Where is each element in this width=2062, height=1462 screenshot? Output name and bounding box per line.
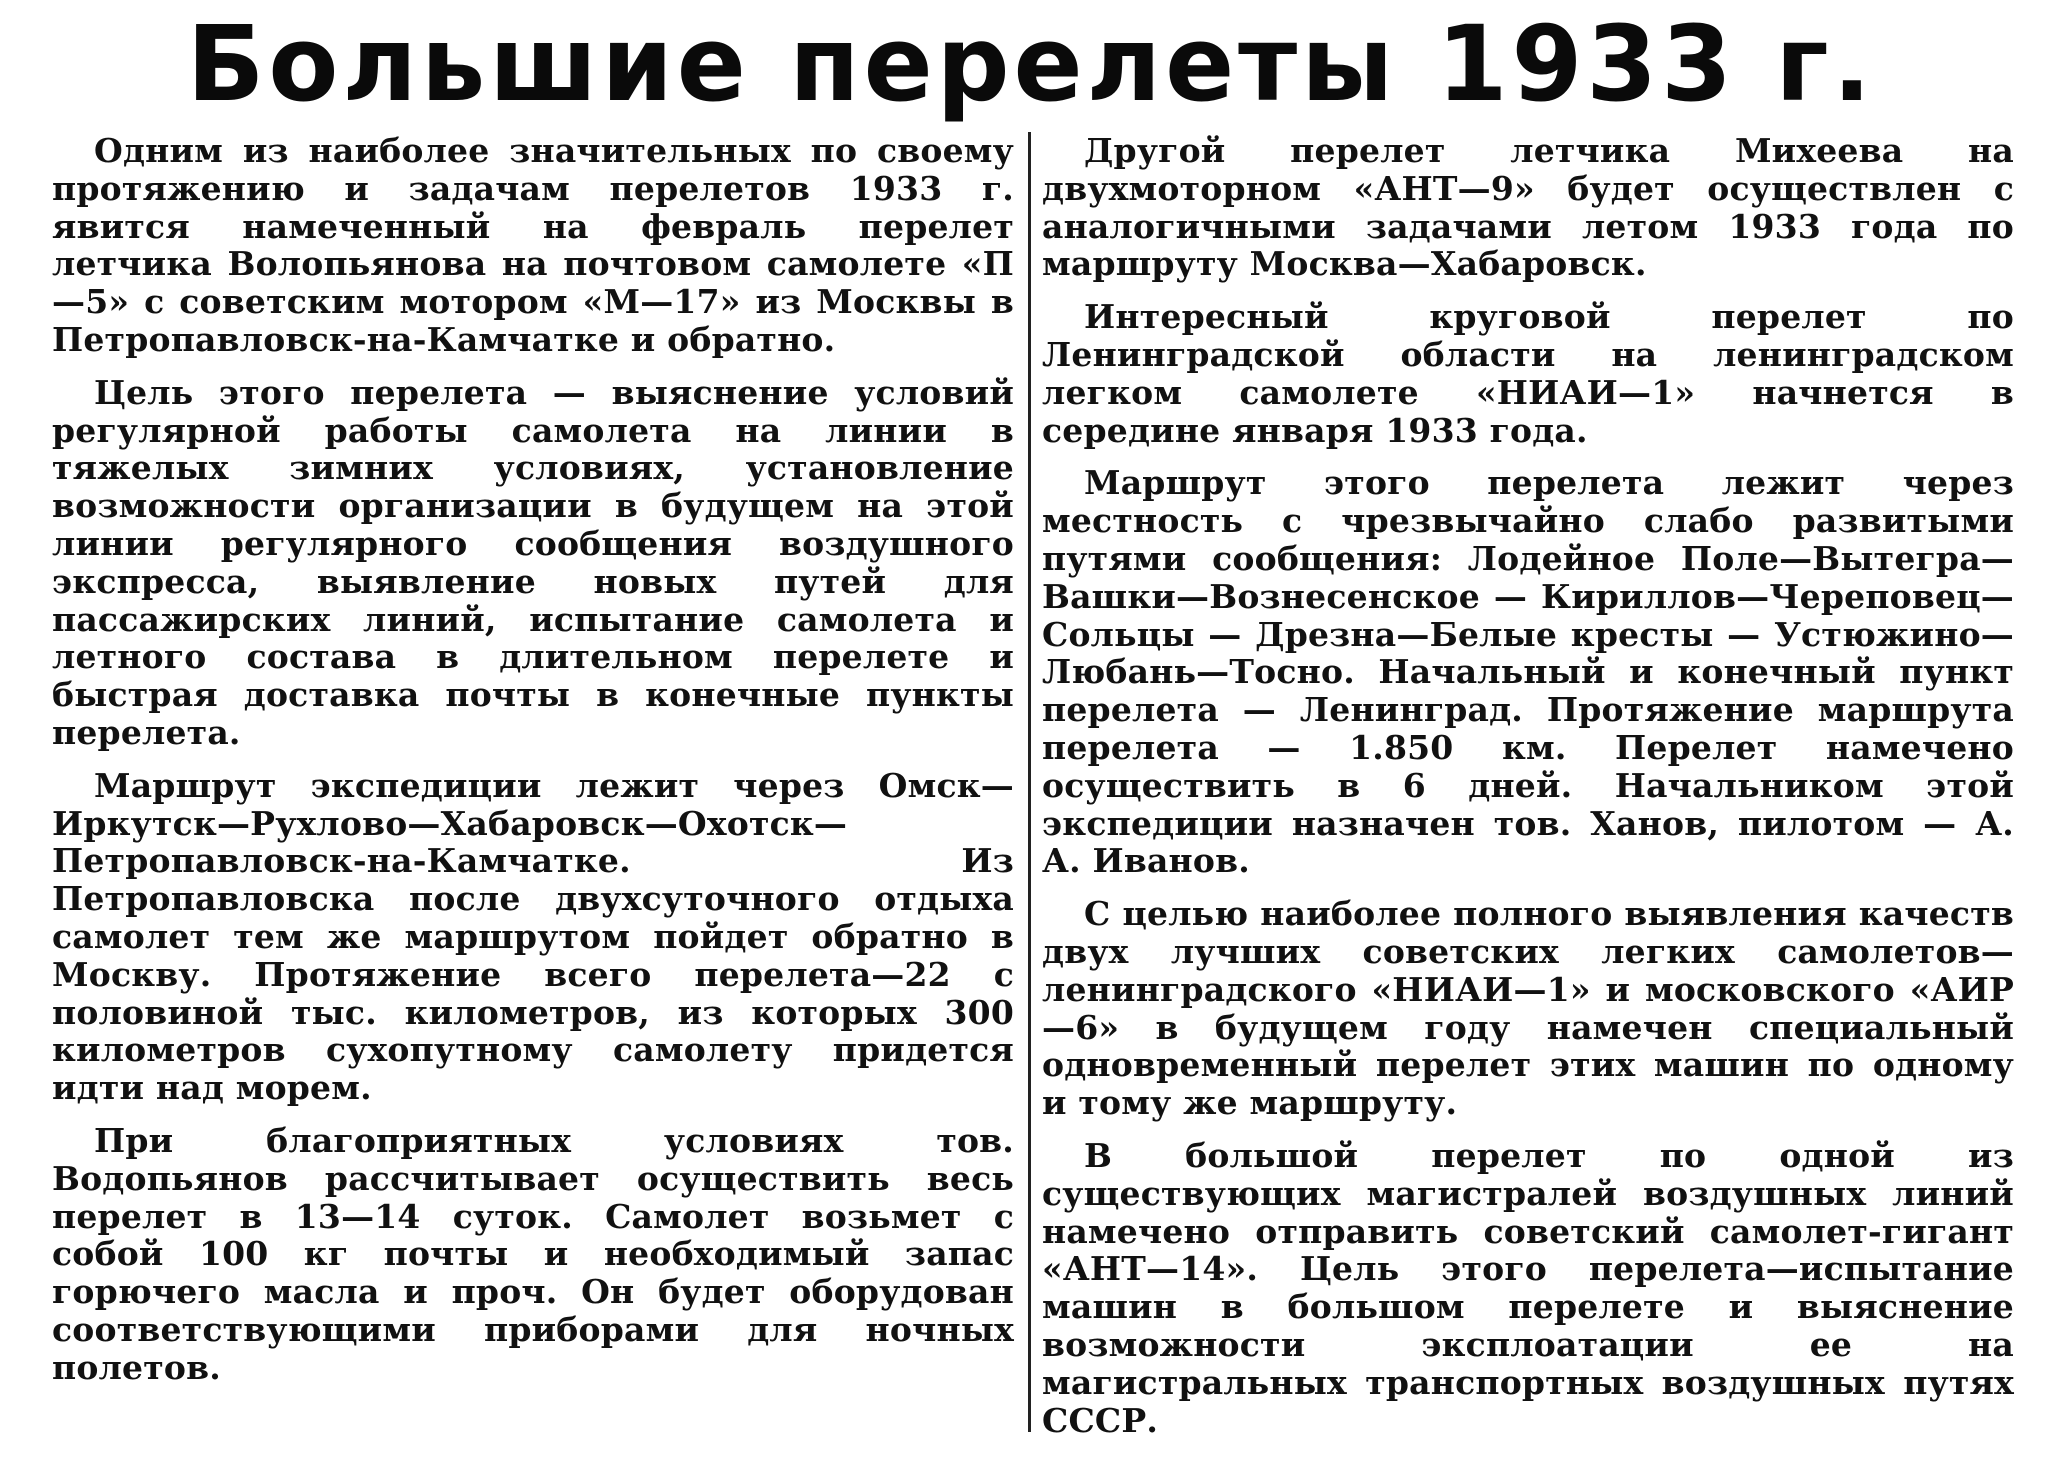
paragraph: Другой перелет летчика Михеева на двухмоторном «АНТ—9» будет осуществлен с аналогичными задачами летом 1933 года по маршруту Москва—Хабаровск. <box>1042 131 2014 284</box>
paragraph: Одним из наиболее значительных по своему протяжению и задачам перелетов 1933 г. явится намеченный на февраль перелет летчика Волопьянова на почтовом самолете «П—5» с советским мотором «М—17» из Москвы в Петропавловск-на-Камчатке и обратно. <box>52 131 1014 359</box>
paragraph: Цель этого перелета — выяснение условий регулярной работы самолета на линии в тяжелых зимних условиях, установление возможности организации в будущем на этой линии регулярного сообщения воздушного экспресса, выявление новых путей для пассажирских линий, испытание самолета и летного состава в длительном перелете и быстрая доставка почты в конечные пункты перелета. <box>52 372 1014 752</box>
right-column <box>1042 132 2014 1439</box>
paragraph: С целью наиболее полного выявления качеств двух лучших советских легких самолетов—ленинградского «НИАИ—1» и московского «АИР—6» в будущем году намечен специальный одновременный перелет этих машин по одному и тому же маршруту. <box>1042 894 2014 1123</box>
paragraph: При благоприятных условиях тов. Водопьянов рассчитывает осуществить весь перелет в 13—14 суток. Самолет возьмет с собой 100 кг почты и необходимый запас горючего масла и проч. Он будет оборудован соответствующими приборами для ночных полетов. <box>52 1120 1014 1387</box>
headline: Большие перелеты 1933 г. <box>186 3 1876 125</box>
paragraph: Интересный круговой перелет по Ленинградской области на ленинградском легком самолете «НИАИ—1» начнется в середине января 1933 года. <box>1042 297 2014 450</box>
paragraph: Маршрут этого перелета лежит через местность с чрезвычайно слабо развитыми путями сообщения: Лодейное Поле—Вытегра—Вашки—Вознесенское — Кириллов—Череповец—Сольцы — Дрезна—Белые кресты — Устюжино—Любань—Тосно. Начальный и конечный пункт перелета — Ленинград. Протяжение маршрута перелета — 1.850 км. Перелет намечено осуществить в 6 дней. Начальником этой экспедиции назначен тов. Ханов, пилотом — А. А. Иванов. <box>1042 463 2014 881</box>
paragraph: Маршрут экспедиции лежит через Омск—Иркутск—Рухлово—Хабаровск—Охотск—Петропавловск-на-Камчатке. Из Петропавловска после двухсуточного отдыха самолет тем же маршрутом пойдет обратно в Москву. Протяжение всего перелета—22 с половиной тыс. километров, из которых 300 километров сухопутному самолету придется идти над морем. <box>52 765 1014 1108</box>
column-divider <box>1028 132 1031 1432</box>
paragraph: В большой перелет по одной из существующих магистралей воздушных линий намечено отправить советский самолет-гигант «АНТ—14». Цель этого перелета—испытание машин в большом перелете и выяснение возможности эксплоатации ее на магистральных транспортных воздушных путях СССР. <box>1042 1135 2014 1440</box>
left-column <box>52 132 1014 1387</box>
